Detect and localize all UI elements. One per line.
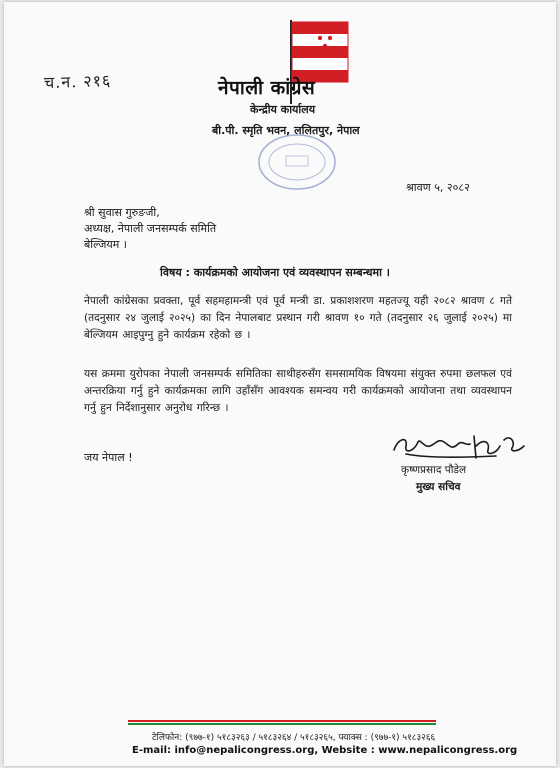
recipient-country: बेल्जियम । (84, 238, 127, 251)
footer-phone-fax: टेलिफोन: (९७७-१) ५१८३२६३ / ५१८३२६४ / ५१८३२६५, फ्याक्स : (९७७-१) ५१८३२६६ (152, 733, 436, 743)
website-link[interactable]: www.nepalicongress.org (378, 745, 518, 756)
office-address: बी.पी. स्मृति भवन, ललितपुर, नेपाल (212, 124, 360, 137)
signatory-name: कृष्णप्रसाद पौडेल (401, 464, 467, 476)
signatory-title: मुख्य सचिव (416, 481, 461, 493)
handwritten-signature (386, 428, 534, 464)
letter-subject: विषय : कार्यक्रमको आयोजना एवं व्यवस्थापन सम्बन्धमा । (160, 266, 390, 279)
footer-contact: E-mail: info@nepalicongress.org, Website : www.nepalicongress.org (132, 745, 518, 756)
letter-date: श्रावण ५, २०८२ (406, 181, 470, 194)
email-link[interactable]: info@nepalicongress.org (174, 745, 315, 756)
body-paragraph-2: यस क्रममा युरोपका नेपाली जनसम्पर्क समितिका साथीहरुसँग समसामयिक विषयमा संयुक्त रुपमा छलफल एवं अन्तरक्रिया गर्नु हुने कार्यक्रमका लागि उहाँसँग आवश्यक समन्वय गरी कार्यक्रमको आयोजना तथा व्यवस्थापन गर्नु हुन निर्देशानुसार अनुरोध गरिन्छ । (84, 368, 512, 414)
office-name: केन्द्रीय कार्यालय (250, 103, 316, 116)
email-label: E-mail: (132, 745, 172, 756)
footer-rule-green (128, 723, 436, 725)
reference-number: च.न. २१६ (43, 70, 112, 93)
website-label: Website : (321, 745, 375, 756)
footer-rule-red (128, 720, 436, 722)
recipient-title: अध्यक्ष, नेपाली जनसम्पर्क समिति (84, 222, 217, 235)
party-name: नेपाली कांग्रेस (218, 77, 316, 99)
closing-salutation: जय नेपाल ! (84, 451, 133, 464)
recipient-name: श्री सुवास गुरुङजी, (84, 206, 160, 219)
letter-page (4, 2, 556, 766)
body-paragraph-1: नेपाली कांग्रेसका प्रवक्ता, पूर्व सहमहामन्त्री एवं पूर्व मन्त्री डा. प्रकाशशरण महतज्यू यही २०८२ श्रावण ८ गते (तदनुसार २४ जुलाई २०२५) का दिन नेपालबाट प्रस्थान गरी श्रावण १० गते (तदनुसार २६ जुलाई २०२५) मा बेल्जियम आइपुग्नु हुने कार्यक्रम रहेको छ । (84, 295, 512, 341)
office-seal-stamp (256, 132, 338, 192)
